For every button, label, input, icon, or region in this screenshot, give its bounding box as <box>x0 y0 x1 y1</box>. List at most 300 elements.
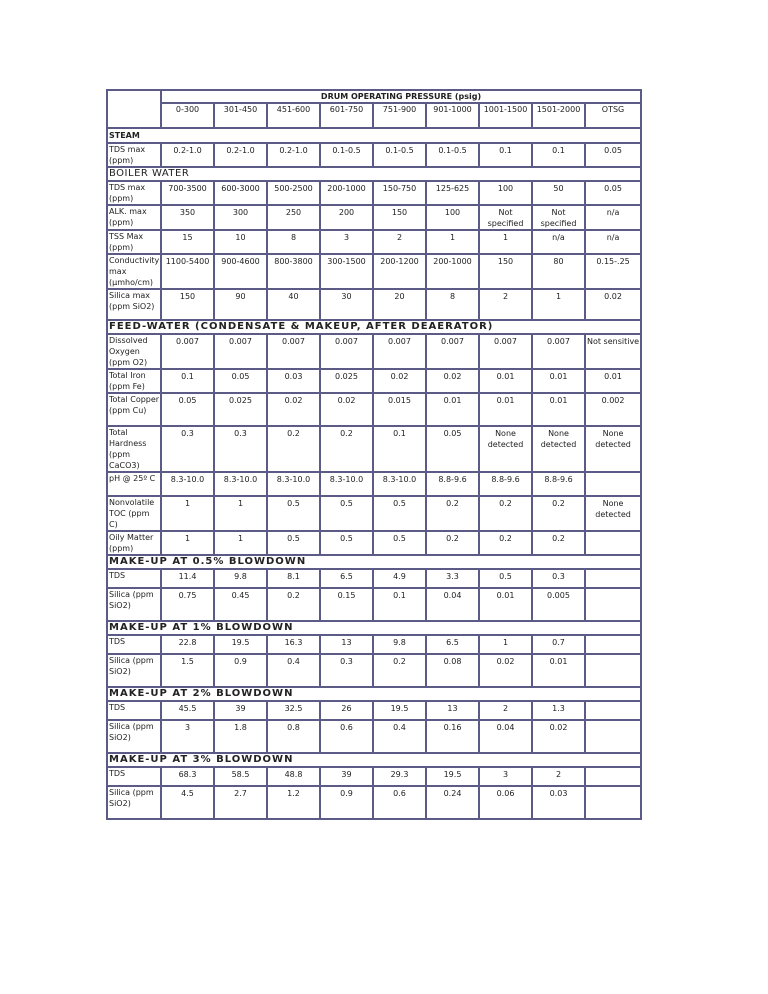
cell-value: 3 <box>184 723 191 732</box>
table-cell <box>267 720 320 753</box>
cell-value: 0.007 <box>547 337 570 346</box>
table-cell <box>532 635 585 654</box>
table-cell <box>214 531 267 555</box>
cell-value <box>586 570 640 571</box>
table-cell <box>267 472 320 496</box>
table-row <box>107 786 641 819</box>
table-cell <box>267 496 320 531</box>
row-label: pH @ 25º C <box>107 472 161 496</box>
header-title-row <box>107 90 641 103</box>
cell-value: 0.15 <box>337 591 356 600</box>
cell-value: 200-1200 <box>380 257 419 266</box>
cell-value: 3 <box>502 770 509 779</box>
cell-value: 0.1 <box>499 146 512 155</box>
cell-value: 58.5 <box>231 770 250 779</box>
table-cell <box>585 720 641 753</box>
table-row <box>107 588 641 621</box>
table-cell <box>214 654 267 687</box>
cell-value: 0.1 <box>393 591 406 600</box>
table-cell <box>585 230 641 254</box>
cell-value: 600-3000 <box>221 184 260 193</box>
table-cell <box>426 569 479 588</box>
table-cell <box>373 720 426 753</box>
table-cell <box>532 496 585 531</box>
row-label: Total Hardness (ppm CaCO3) <box>107 426 161 472</box>
cell-value: 19.5 <box>231 638 250 647</box>
table-cell <box>214 569 267 588</box>
cell-value: 0.2 <box>340 429 353 438</box>
cell-value: 20 <box>394 292 405 301</box>
table-cell <box>426 588 479 621</box>
table-cell <box>479 701 532 720</box>
table-cell <box>214 496 267 531</box>
cell-value: 8.8-9.6 <box>491 475 520 484</box>
table-row <box>107 767 641 786</box>
cell-value: 1 <box>237 499 244 508</box>
section-heading: MAKE-UP AT 1% BLOWDOWN <box>107 621 641 635</box>
cell-value: 39 <box>341 770 352 779</box>
table-cell <box>426 393 479 426</box>
row-label: Dissolved Oxygen (ppm O2) <box>107 334 161 369</box>
table-cell <box>585 334 641 369</box>
cell-value: 0.3 <box>340 657 353 666</box>
table-cell <box>479 289 532 320</box>
cell-value: 9.8 <box>393 638 406 647</box>
cell-value: 0.6 <box>393 789 406 798</box>
cell-value: 0.2-1.0 <box>226 146 255 155</box>
cell-value: 125-625 <box>435 184 470 193</box>
row-label: Silica max (ppm SiO2) <box>107 289 161 320</box>
table-cell <box>320 496 373 531</box>
section-row-makeup3 <box>107 753 641 767</box>
table-cell <box>267 254 320 289</box>
table-cell <box>585 205 641 230</box>
cell-value: 1.5 <box>181 657 194 666</box>
table-cell <box>532 654 585 687</box>
table-cell <box>214 786 267 819</box>
row-label: Conductivity max (µmho/cm) <box>109 256 160 287</box>
table-body <box>107 90 641 819</box>
table-cell <box>585 786 641 819</box>
cell-value: 0.9 <box>234 657 247 666</box>
cell-value <box>586 473 640 474</box>
table-cell <box>585 654 641 687</box>
cell-value: 0.01 <box>604 372 622 381</box>
table-row <box>107 393 641 426</box>
table-cell <box>373 143 426 167</box>
table-row <box>107 531 641 555</box>
table-cell <box>214 701 267 720</box>
table-cell <box>373 393 426 426</box>
cell-value: 500-2500 <box>274 184 313 193</box>
cell-value: 8.3-10.0 <box>329 475 364 484</box>
cell-value <box>586 532 640 533</box>
table-cell <box>479 369 532 393</box>
cell-value: 8.3-10.0 <box>170 475 205 484</box>
table-row <box>107 230 641 254</box>
table-cell <box>479 654 532 687</box>
cell-value: 0.9 <box>340 789 353 798</box>
cell-value: 1.2 <box>287 789 300 798</box>
table-cell <box>214 230 267 254</box>
cell-value: 2 <box>555 770 562 779</box>
cell-value: 0.3 <box>234 429 247 438</box>
cell-value: 8 <box>290 233 297 242</box>
table-cell <box>161 786 214 819</box>
cell-value: 0.3 <box>181 429 194 438</box>
cell-value: 0.5 <box>287 534 300 543</box>
cell-value: 0.02 <box>337 396 356 405</box>
cell-value: 1 <box>237 534 244 543</box>
table-cell <box>267 393 320 426</box>
table-cell <box>426 205 479 230</box>
cell-value: 0.1 <box>181 372 194 381</box>
table-cell <box>161 205 214 230</box>
cell-value: 0.1-0.5 <box>332 146 361 155</box>
cell-value: 0.025 <box>335 372 358 381</box>
table-cell <box>426 426 479 472</box>
table-cell <box>585 531 641 555</box>
cell-value: 0.05 <box>231 372 250 381</box>
table-cell <box>320 143 373 167</box>
cell-value: 0.05 <box>443 429 462 438</box>
section-heading: FEED-WATER (CONDENSATE & MAKEUP, AFTER DEAERATOR) <box>107 320 641 334</box>
cell-value: 100 <box>444 208 461 217</box>
cell-value: 0.007 <box>335 337 358 346</box>
table-cell <box>585 767 641 786</box>
table-cell <box>214 369 267 393</box>
table-cell <box>373 230 426 254</box>
cell-value: 2 <box>502 292 509 301</box>
cell-value: 29.3 <box>390 770 409 779</box>
cell-value: None detected <box>595 429 631 449</box>
cell-value: 80 <box>553 257 564 266</box>
row-label: Silica (ppm SiO2) <box>107 720 161 753</box>
table-cell <box>479 143 532 167</box>
cell-value: 100 <box>497 184 514 193</box>
table-cell <box>373 767 426 786</box>
column-header-8: OTSG <box>585 103 641 128</box>
table-cell <box>585 635 641 654</box>
cell-value: 300 <box>232 208 249 217</box>
section-row-boiler <box>107 167 641 181</box>
row-label: Total Iron (ppm Fe) <box>107 369 161 393</box>
table-row <box>107 143 641 167</box>
table-cell <box>585 472 641 496</box>
cell-value: 68.3 <box>178 770 197 779</box>
row-label: TDS <box>107 635 161 654</box>
table-row <box>107 654 641 687</box>
table-row <box>107 369 641 393</box>
cell-value: 0.01 <box>549 657 568 666</box>
drum-pressure-table <box>106 89 642 820</box>
cell-value: None detected <box>595 499 631 519</box>
table-cell <box>426 531 479 555</box>
cell-value: 0.007 <box>229 337 252 346</box>
section-row-makeup2 <box>107 687 641 701</box>
table-cell <box>426 289 479 320</box>
cell-value: None detected <box>540 429 577 449</box>
cell-value: 1 <box>555 292 562 301</box>
row-label: Nonvolatile TOC (ppm C) <box>107 496 161 531</box>
table-cell <box>320 369 373 393</box>
cell-value: 0.05 <box>178 396 197 405</box>
cell-value: 30 <box>341 292 352 301</box>
table-cell <box>585 701 641 720</box>
table-cell <box>161 181 214 205</box>
cell-value <box>586 636 640 637</box>
table-cell <box>426 254 479 289</box>
cell-value: 1100-5400 <box>165 257 210 266</box>
table-cell <box>373 496 426 531</box>
cell-value: 0.2 <box>287 591 300 600</box>
cell-value: 0.4 <box>287 657 300 666</box>
table-cell <box>161 496 214 531</box>
cell-value: 0.15-.25 <box>596 257 630 266</box>
cell-value: 0.06 <box>496 789 515 798</box>
column-header-6: 1001-1500 <box>479 103 532 128</box>
row-label: Total Copper (ppm Cu) <box>107 393 161 426</box>
row-label: TDS <box>107 767 161 786</box>
cell-value: 700-3500 <box>168 184 207 193</box>
table-row <box>107 334 641 369</box>
table-cell <box>267 701 320 720</box>
table-cell <box>267 143 320 167</box>
cell-value: 10 <box>235 233 246 242</box>
table-cell <box>161 230 214 254</box>
table-cell <box>161 635 214 654</box>
cell-value: n/a <box>606 208 620 217</box>
section-heading: STEAM <box>107 128 641 143</box>
table-cell <box>214 635 267 654</box>
table-cell <box>426 496 479 531</box>
table-cell <box>320 289 373 320</box>
table-cell <box>161 569 214 588</box>
cell-value: 0.007 <box>388 337 411 346</box>
row-label: ALK. max (ppm) <box>107 205 161 230</box>
column-header-7: 1501-2000 <box>532 103 585 128</box>
table-cell <box>320 588 373 621</box>
table-cell <box>320 472 373 496</box>
table-cell <box>532 767 585 786</box>
table-cell <box>320 569 373 588</box>
table-cell <box>320 786 373 819</box>
table-cell <box>532 786 585 819</box>
column-header-4: 751-900 <box>373 103 426 128</box>
cell-value <box>586 655 640 656</box>
cell-value: 0.007 <box>176 337 199 346</box>
table-cell <box>214 720 267 753</box>
table-cell <box>267 334 320 369</box>
cell-value: 8.8-9.6 <box>438 475 467 484</box>
cell-value: 6.5 <box>446 638 459 647</box>
table-cell <box>532 426 585 472</box>
column-header-0: 0-300 <box>161 103 214 128</box>
row-label: Silica (ppm SiO2) <box>107 588 161 621</box>
table-cell <box>373 472 426 496</box>
table-cell <box>320 254 373 289</box>
table-cell <box>373 254 426 289</box>
cell-value: 350 <box>179 208 196 217</box>
table-cell <box>214 254 267 289</box>
table-cell <box>585 181 641 205</box>
row-label: TDS max (ppm) <box>107 143 161 167</box>
cell-value: 0.5 <box>340 534 353 543</box>
table-cell <box>479 181 532 205</box>
table-cell <box>479 205 532 230</box>
cell-value: 0.1-0.5 <box>385 146 414 155</box>
table-cell <box>532 588 585 621</box>
table-cell <box>214 588 267 621</box>
cell-value: 6.5 <box>340 572 353 581</box>
cell-value <box>586 702 640 703</box>
cell-value: 0.45 <box>231 591 250 600</box>
cell-value: 0.005 <box>547 591 570 600</box>
table-cell <box>320 635 373 654</box>
table-cell <box>532 205 585 230</box>
cell-value: 0.03 <box>549 789 568 798</box>
table-cell <box>320 654 373 687</box>
table-cell <box>161 472 214 496</box>
table-cell <box>532 369 585 393</box>
cell-value: 8.3-10.0 <box>223 475 258 484</box>
table-cell <box>267 569 320 588</box>
table-cell <box>426 654 479 687</box>
cell-value: 0.02 <box>284 396 303 405</box>
cell-value: 0.05 <box>604 146 622 155</box>
cell-value: 19.5 <box>390 704 409 713</box>
cell-value: 0.002 <box>601 396 625 405</box>
table-cell <box>479 393 532 426</box>
cell-value: 0.2 <box>552 499 565 508</box>
cell-value: 8.3-10.0 <box>276 475 311 484</box>
cell-value: 8.3-10.0 <box>382 475 417 484</box>
cell-value: 2 <box>396 233 403 242</box>
cell-value: 0.2 <box>393 657 406 666</box>
cell-value: 40 <box>288 292 299 301</box>
cell-value: 0.1 <box>393 429 406 438</box>
table-cell <box>267 767 320 786</box>
table-cell <box>267 181 320 205</box>
table-cell <box>373 588 426 621</box>
table-cell <box>320 531 373 555</box>
cell-value: 0.015 <box>388 396 411 405</box>
table-cell <box>479 426 532 472</box>
cell-value: 0.01 <box>549 396 568 405</box>
cell-value: 150 <box>497 257 514 266</box>
cell-value: 0.2 <box>499 499 512 508</box>
cell-value: 1.8 <box>234 723 247 732</box>
cell-value: 0.7 <box>552 638 565 647</box>
table-cell <box>320 426 373 472</box>
table-cell <box>426 230 479 254</box>
table-cell <box>373 369 426 393</box>
table-cell <box>532 701 585 720</box>
table-cell <box>532 254 585 289</box>
column-header-2: 451-600 <box>267 103 320 128</box>
table-cell <box>267 205 320 230</box>
cell-value <box>586 721 640 722</box>
cell-value: 22.8 <box>178 638 197 647</box>
cell-value: 4.5 <box>181 789 194 798</box>
cell-value: 0.5 <box>499 572 512 581</box>
section-heading: MAKE-UP AT 0.5% BLOWDOWN <box>107 555 641 569</box>
cell-value: 0.5 <box>287 499 300 508</box>
cell-value: Not sensitive <box>586 337 640 346</box>
table-cell <box>426 635 479 654</box>
table-cell <box>532 181 585 205</box>
cell-value: 13 <box>341 638 352 647</box>
table-cell <box>426 143 479 167</box>
table-cell <box>320 230 373 254</box>
table-cell <box>161 254 214 289</box>
cell-value: 1 <box>502 638 509 647</box>
cell-value: 0.8 <box>287 723 300 732</box>
table-row <box>107 254 641 289</box>
cell-value: 0.01 <box>496 591 515 600</box>
row-label: Silica (ppm SiO2) <box>107 654 161 687</box>
table-cell <box>532 143 585 167</box>
table-cell <box>479 635 532 654</box>
table-cell <box>161 426 214 472</box>
table-cell <box>373 786 426 819</box>
cell-value: 90 <box>235 292 246 301</box>
table-cell <box>426 369 479 393</box>
header-corner-cell <box>107 90 161 128</box>
table-cell <box>373 426 426 472</box>
cell-value: 0.2 <box>446 534 459 543</box>
table-row <box>107 720 641 753</box>
cell-value: 0.2 <box>552 534 565 543</box>
cell-value: 200 <box>338 208 355 217</box>
cell-value: 0.24 <box>443 789 462 798</box>
table-cell <box>161 334 214 369</box>
section-heading: MAKE-UP AT 2% BLOWDOWN <box>107 687 641 701</box>
table-cell <box>532 334 585 369</box>
table-cell <box>214 393 267 426</box>
cell-value: 0.16 <box>443 723 462 732</box>
table-cell <box>320 181 373 205</box>
cell-value: n/a <box>552 233 565 242</box>
section-heading: MAKE-UP AT 3% BLOWDOWN <box>107 753 641 767</box>
row-label: TSS Max (ppm) <box>107 230 161 254</box>
table-cell <box>479 531 532 555</box>
cell-value: 0.025 <box>229 396 252 405</box>
cell-value: 0.02 <box>443 372 462 381</box>
cell-value: 800-3800 <box>274 257 313 266</box>
cell-value: 0.2-1.0 <box>279 146 308 155</box>
cell-value: 0.5 <box>393 499 406 508</box>
cell-value: 45.5 <box>178 704 197 713</box>
cell-value: 3 <box>343 233 350 242</box>
table-cell <box>267 230 320 254</box>
table-cell <box>267 426 320 472</box>
cell-value: 0.01 <box>549 372 568 381</box>
table-cell <box>161 143 214 167</box>
cell-value: 200-1000 <box>433 257 472 266</box>
cell-value: 50 <box>553 184 564 193</box>
cell-value: 11.4 <box>178 572 197 581</box>
table-cell <box>532 393 585 426</box>
cell-value: 0.2-1.0 <box>173 146 202 155</box>
table-cell <box>585 588 641 621</box>
cell-value: 2 <box>502 704 509 713</box>
table-cell <box>426 701 479 720</box>
cell-value: 150 <box>391 208 408 217</box>
cell-value: 150 <box>179 292 196 301</box>
table-cell <box>426 472 479 496</box>
cell-value: 0.02 <box>390 372 409 381</box>
